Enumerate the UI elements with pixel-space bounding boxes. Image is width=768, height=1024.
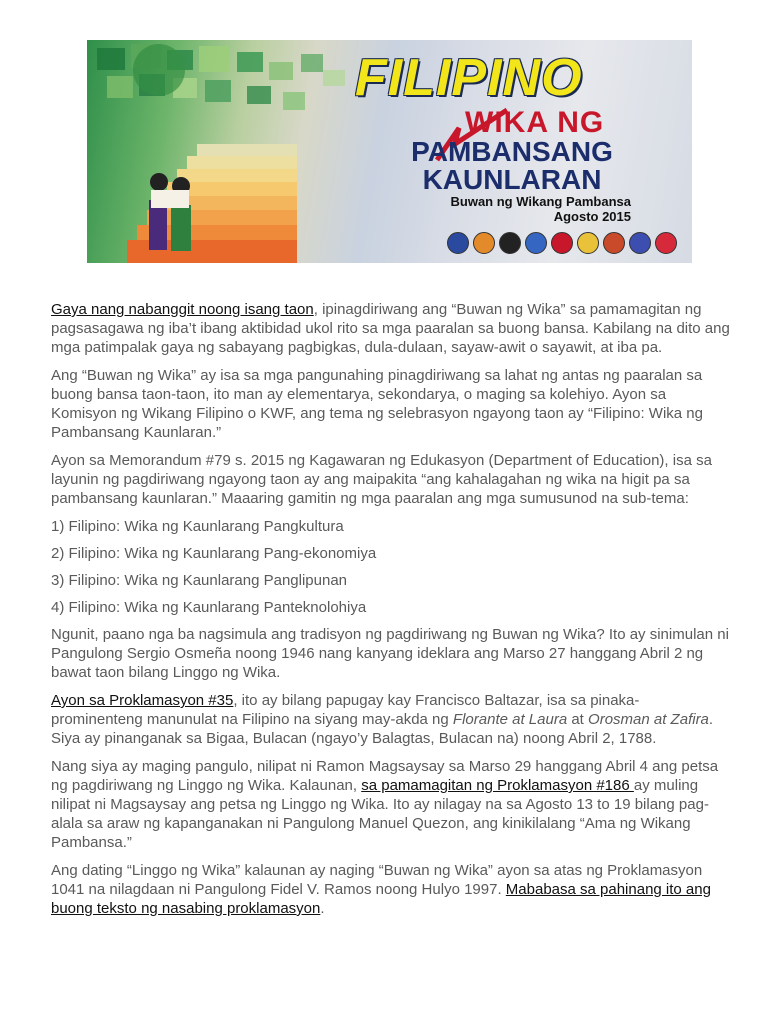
- seal-icon: [577, 232, 599, 254]
- link-proklamasyon-35[interactable]: Ayon sa Proklamasyon #35: [51, 692, 234, 709]
- paragraph-6-text: ay muling nilipat ni Magsaysay ang petsa ng Linggo ng Wika. Ito ay nilagay na sa Agosto 13 to 19 bilang pag-alala sa araw ng kapanganakan ni Pangulong Manuel Quezon, ang kinikilalang “Ama ng Wikang Pambansa.”: [51, 777, 709, 851]
- banner-subtitle-line2: Agosto 2015: [553, 209, 631, 224]
- seal-icon: [499, 232, 521, 254]
- seal-icon: [473, 232, 495, 254]
- paragraph-2: Ang “Buwan ng Wika” ay isa sa mga pangunahing pinagdiriwang sa lahat ng antas ng paaralan sa buong bansa taon-taon, ito man ay elementarya, sekondarya, o maging sa kolehiyo. Ayon sa Komisyon ng Wikang Filipino o KWF, ang tema ng selebrasyon ngayong taon ay “Filipino: Wika ng Pambansang Kaunlaran.”: [51, 367, 703, 441]
- paragraph-7-text: .: [320, 900, 325, 917]
- link-proklamasyon-186[interactable]: sa pamamagitan ng Proklamasyon #186: [361, 777, 634, 794]
- subtheme-item: 1) Filipino: Wika ng Kaunlarang Pangkultura: [51, 518, 344, 535]
- seal-icon: [525, 232, 547, 254]
- paragraph-7-text: Ang dating “Linggo ng Wika” kalaunan ay naging “Buwan ng Wika” ayon sa atas ng Proklamasyon 1041 na nilagdaan ni Pangulong Fidel V. Ramos noong Hulyo 1997.: [51, 862, 703, 898]
- banner-pambansang-kaunlaran: PAMBANSANG KAUNLARAN: [411, 136, 613, 195]
- paragraph-6-text: Nang siya ay maging pangulo, nilipat ni Ramon Magsaysay sa Marso 29 hanggang Abril 4 ang petsa ng pagdiriwang ng Linggo ng Wika. Kalaunan,: [51, 758, 719, 794]
- seal-icon: [551, 232, 573, 254]
- banner-wika-ng: WIKA NG: [465, 106, 605, 139]
- subtheme-item: 3) Filipino: Wika ng Kaunlarang Panglipunan: [51, 572, 348, 589]
- subtheme-item: 2) Filipino: Wika ng Kaunlarang Pang-ekonomiya: [51, 545, 377, 562]
- paragraph-3: Ayon sa Memorandum #79 s. 2015 ng Kagawaran ng Edukasyon (Department of Education), isa sa layunin ng pagdiriwang ngayong taon ay ang maipakita “ang kahalagahan ng wika na higit pa sa pambansang kaunlaran.” Maaaring gamitin ng mga paaralan ang mga sumusunod na sub-tema:: [51, 452, 712, 507]
- seal-icon: [447, 232, 469, 254]
- paragraph-7: [51, 861, 731, 918]
- partner-logos: [447, 232, 677, 254]
- link-nabanggit[interactable]: Gaya nang nabanggit noong isang taon: [51, 301, 314, 318]
- paragraph-1: [51, 300, 731, 357]
- banner-subtitle-line1: Buwan ng Wikang Pambansa: [450, 194, 631, 209]
- seal-icon: [603, 232, 625, 254]
- banner-subtitle: [421, 194, 631, 224]
- header-banner: [87, 40, 692, 263]
- paragraph-6: [51, 757, 731, 852]
- book-title-orosman: Orosman at Zafira: [588, 711, 709, 728]
- paragraph-5-text: . Siya ay pinanganak sa Bigaa, Bulacan (ngayo’y Balagtas, Bulacan na) noong Abril 2, 1788.: [51, 711, 714, 747]
- article-body: [51, 300, 731, 927]
- seal-icon: [629, 232, 651, 254]
- subtheme-item: 4) Filipino: Wika ng Kaunlarang Panteknolohiya: [51, 599, 367, 616]
- paragraph-5-text: at: [567, 711, 589, 728]
- paragraph-1-text: , ipinagdiriwang ang “Buwan ng Wika” sa pamamagitan ng pagsasagawa ng iba’t ibang aktibidad ukol rito sa mga paaralan sa buong bansa. Kabilang na dito ang mga patimpalak gaya ng sabayang pagbigkas, dula-dulaan, sayaw-awit o sayawit, at iba pa.: [51, 301, 730, 356]
- seal-icon: [655, 232, 677, 254]
- paragraph-5: [51, 691, 731, 748]
- book-title-florante: Florante at Laura: [452, 711, 568, 728]
- paragraph-5-text: , ito ay bilang papugay kay Francisco Baltazar, isa sa pinaka-prominenteng manunulat na Filipino na siyang may-akda ng: [51, 692, 640, 728]
- paragraph-4: Ngunit, paano nga ba nagsimula ang tradisyon ng pagdiriwang ng Buwan ng Wika? Ito ay sinimulan ni Pangulong Sergio Osmeña noong 1946 nang kanyang ideklara ang Marso 27 hanggang Abril 2 ng bawat taon bilang Linggo ng Wika.: [51, 626, 729, 681]
- link-mababasa-proklamasyon[interactable]: Mababasa sa pahinang ito ang buong teksto ng nasabing proklamasyon: [51, 881, 711, 917]
- banner-title: FILIPINO: [355, 49, 583, 107]
